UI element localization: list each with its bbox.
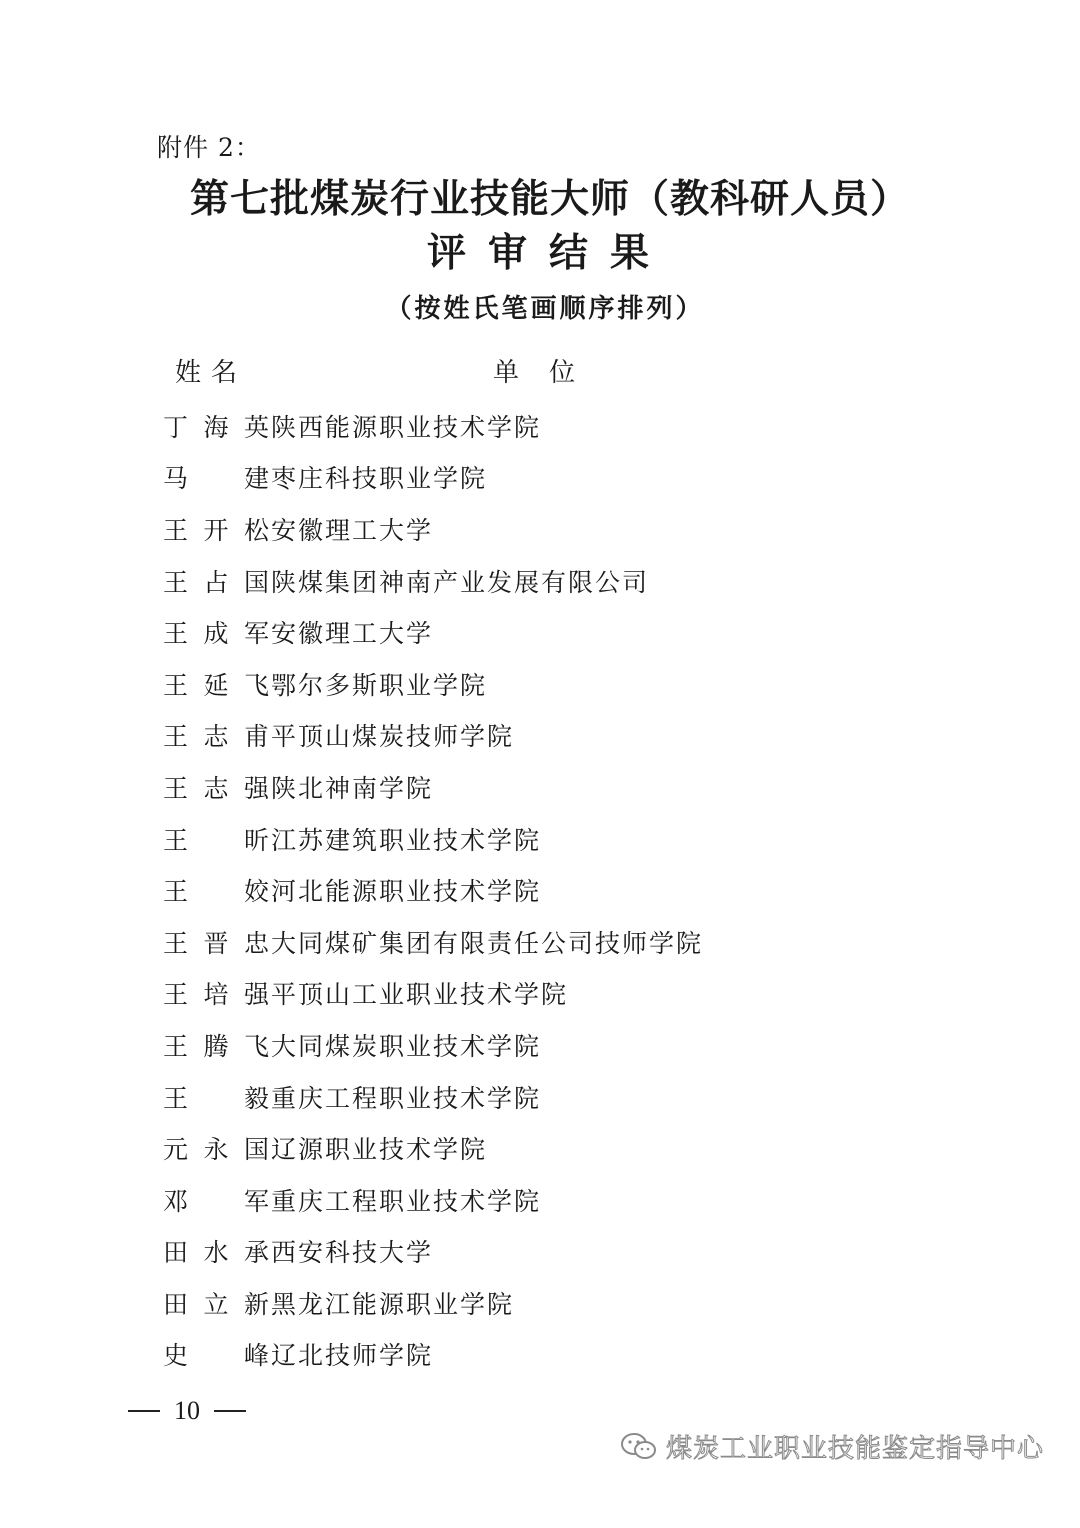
page-number <box>128 1396 246 1426</box>
list-item <box>163 1122 923 1174</box>
column-header-unit: 单位 <box>493 358 606 388</box>
list-item <box>163 1226 923 1278</box>
page-number-value: 10 <box>174 1396 200 1425</box>
list-item <box>163 555 923 607</box>
person-name: 王成军 <box>163 619 271 649</box>
watermark <box>620 1428 1044 1465</box>
person-name: 马建 <box>163 464 271 494</box>
person-unit: 辽北技师学院 <box>271 1341 434 1371</box>
list-item <box>163 864 923 916</box>
roster-list <box>163 400 923 1380</box>
dash-left <box>128 1410 160 1412</box>
list-item <box>163 1277 923 1329</box>
person-name: 王培强 <box>163 980 271 1010</box>
document-title: 第七批煤炭行业技能大师（教科研人员） <box>189 176 910 222</box>
person-name: 王志甫 <box>163 722 271 752</box>
list-item <box>163 1019 923 1071</box>
document-subtitle: （按姓氏笔画顺序排列） <box>385 294 705 324</box>
person-unit: 河北能源职业技术学院 <box>271 877 542 907</box>
person-name: 田水承 <box>163 1238 271 1268</box>
list-item <box>163 606 923 658</box>
attachment-label: 附件 2： <box>157 133 261 162</box>
person-name: 王昕 <box>163 825 271 855</box>
person-unit: 平顶山工业职业技术学院 <box>271 980 569 1010</box>
person-unit: 大同煤矿集团有限责任公司技师学院 <box>271 928 704 958</box>
person-name: 王开松 <box>163 515 271 545</box>
person-unit: 重庆工程职业技术学院 <box>271 1186 542 1216</box>
person-unit: 鄂尔多斯职业学院 <box>271 670 488 700</box>
person-name: 田立新 <box>163 1289 271 1319</box>
person-unit: 安徽理工大学 <box>271 619 434 649</box>
person-unit: 陕煤集团神南产业发展有限公司 <box>271 567 650 597</box>
person-unit: 辽源职业技术学院 <box>271 1135 488 1165</box>
person-name: 史峰 <box>163 1341 271 1371</box>
list-item <box>163 1329 923 1381</box>
person-name: 王延飞 <box>163 670 271 700</box>
list-item <box>163 968 923 1020</box>
person-name: 邓军 <box>163 1186 271 1216</box>
wechat-icon <box>620 1431 658 1463</box>
person-unit: 大同煤炭职业技术学院 <box>271 1031 542 1061</box>
person-unit: 枣庄科技职业学院 <box>271 464 488 494</box>
person-name: 王腾飞 <box>163 1031 271 1061</box>
list-item <box>163 813 923 865</box>
list-item <box>163 710 923 762</box>
list-item <box>163 503 923 555</box>
person-name: 元永国 <box>163 1135 271 1165</box>
list-item <box>163 916 923 968</box>
document-title-second-line: 评审结果 <box>426 230 671 276</box>
person-unit: 陕西能源职业技术学院 <box>271 412 542 442</box>
person-unit: 重庆工程职业技术学院 <box>271 1083 542 1113</box>
watermark-text: 煤炭工业职业技能鉴定指导中心 <box>665 1434 1044 1464</box>
list-item <box>163 658 923 710</box>
person-name: 王晋忠 <box>163 928 271 958</box>
person-unit: 安徽理工大学 <box>271 515 434 545</box>
list-item <box>163 1071 923 1123</box>
person-name: 王姣 <box>163 877 271 907</box>
person-unit: 陕北神南学院 <box>271 773 434 803</box>
person-unit: 江苏建筑职业技术学院 <box>271 825 542 855</box>
dash-right <box>214 1410 246 1412</box>
list-item <box>163 452 923 504</box>
person-name: 王占国 <box>163 567 271 597</box>
person-name: 王志强 <box>163 773 271 803</box>
list-item <box>163 761 923 813</box>
person-name: 王毅 <box>163 1083 271 1113</box>
person-unit: 西安科技大学 <box>271 1238 434 1268</box>
list-item <box>163 400 923 452</box>
list-item <box>163 1174 923 1226</box>
person-name: 丁海英 <box>163 412 271 442</box>
column-header-name: 姓名 <box>175 358 248 388</box>
person-unit: 黑龙江能源职业学院 <box>271 1289 515 1319</box>
person-unit: 平顶山煤炭技师学院 <box>271 722 515 752</box>
